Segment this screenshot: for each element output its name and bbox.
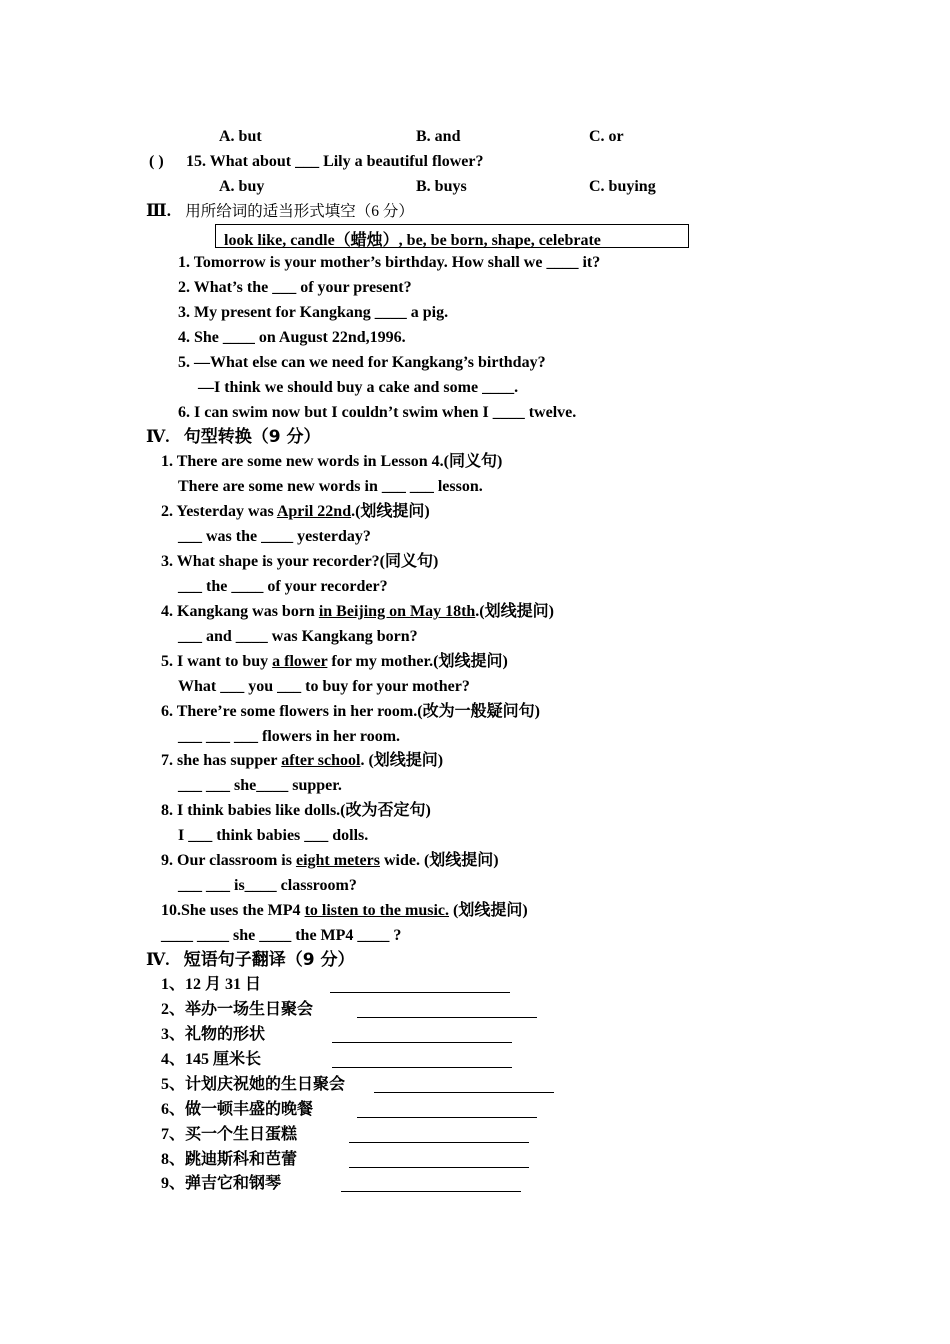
s4-a1: There are some new words in ___ ___ lesson. xyxy=(178,478,483,495)
s4-q8: 8. I think babies like dolls.(改为否定句) xyxy=(161,802,431,819)
s4-a10: ____ ____ she ____ the MP4 ____ ? xyxy=(161,927,402,944)
section5-heading xyxy=(146,950,355,970)
s4-q6: 6. There’re some flowers in her room.(改为一般疑问句) xyxy=(161,703,540,720)
section3-roman: Ⅲ. xyxy=(146,201,171,220)
s5-item-7: 7、买一个生日蛋糕 xyxy=(161,1126,298,1143)
section3-heading xyxy=(146,201,414,222)
q14-option-b: B. and xyxy=(416,128,461,145)
s4-a9: ___ ___ is____ classroom? xyxy=(178,877,357,894)
q15-answer-paren: ( ) xyxy=(149,153,164,170)
s5-item-1: 1、12 月 31 日 xyxy=(161,976,262,993)
s4-a7: ___ ___ she____ supper. xyxy=(178,777,342,794)
s4-a3: ___ the ____ of your recorder? xyxy=(178,578,388,595)
s4-q4: 4. Kangkang was born in Beijing on May 18th.(划线提问) xyxy=(161,603,554,620)
s5-item-2: 2、举办一场生日聚会 xyxy=(161,1001,314,1018)
s3-item-6: 6. I can swim now but I couldn’t swim when I ____ twelve. xyxy=(178,404,577,421)
s4-q10: 10.She uses the MP4 to listen to the music. (划线提问) xyxy=(161,902,528,919)
section5-title: 短语句子翻译（9 分） xyxy=(183,950,355,970)
q14-option-a: A. but xyxy=(219,128,262,145)
underlined-phrase: after school xyxy=(281,752,361,769)
section4-title: 句型转换（9 分） xyxy=(183,427,321,447)
section4-heading xyxy=(146,427,321,447)
s5-item-3: 3、礼物的形状 xyxy=(161,1026,266,1043)
s4-a5: What ___ you ___ to buy for your mother? xyxy=(178,678,470,695)
s5-item-4: 4、145 厘米长 xyxy=(161,1051,262,1068)
q15-option-c: C. buying xyxy=(589,178,656,195)
answer-line xyxy=(349,1167,529,1168)
underlined-phrase: a flower xyxy=(272,653,328,670)
s4-q9: 9. Our classroom is eight meters wide. (划线提问) xyxy=(161,852,499,869)
s5-item-9: 9、弹吉它和钢琴 xyxy=(161,1175,282,1192)
section3-title: 用所给词的适当形式填空（6 分） xyxy=(185,203,414,220)
q14-option-c: C. or xyxy=(589,128,624,145)
answer-line xyxy=(330,992,510,993)
section5-roman: Ⅳ. xyxy=(146,950,170,969)
underlined-phrase: April 22nd xyxy=(276,503,352,520)
answer-line xyxy=(374,1092,554,1093)
s4-a6: ___ ___ ___ flowers in her room. xyxy=(178,728,401,745)
word-box xyxy=(215,224,689,248)
s4-q2: 2. Yesterday was April 22nd.(划线提问) xyxy=(161,503,430,520)
s4-q7: 7. she has supper after school. (划线提问) xyxy=(161,752,444,769)
word-box-text: look like, candle（蜡烛）, be, be born, shape, celebrate xyxy=(224,232,601,249)
q15-question: 15. What about ___ Lily a beautiful flower? xyxy=(186,153,484,170)
answer-line xyxy=(332,1042,512,1043)
s4-q3: 3. What shape is your recorder?(同义句) xyxy=(161,553,439,570)
underlined-phrase: eight meters xyxy=(295,852,380,869)
s3-item-5: 5. —What else can we need for Kangkang’s birthday? xyxy=(178,354,546,371)
s3-item-3: 3. My present for Kangkang ____ a pig. xyxy=(178,304,449,321)
answer-line xyxy=(357,1017,537,1018)
s4-a2: ___ was the ____ yesterday? xyxy=(178,528,371,545)
s3-item-5-reply: —I think we should buy a cake and some ____. xyxy=(198,379,519,396)
answer-line xyxy=(349,1142,529,1143)
s5-item-6: 6、做一顿丰盛的晚餐 xyxy=(161,1101,314,1118)
q15-option-a: A. buy xyxy=(219,178,265,195)
q15-option-b: B. buys xyxy=(416,178,467,195)
s5-item-5: 5、计划庆祝她的生日聚会 xyxy=(161,1076,346,1093)
s5-item-8: 8、跳迪斯科和芭蕾 xyxy=(161,1151,298,1168)
answer-line xyxy=(357,1117,537,1118)
s4-a8: I ___ think babies ___ dolls. xyxy=(178,827,369,844)
s4-a4: ___ and ____ was Kangkang born? xyxy=(178,628,418,645)
s3-item-1: 1. Tomorrow is your mother’s birthday. How shall we ____ it? xyxy=(178,254,601,271)
underlined-phrase: to listen to the music. xyxy=(304,902,449,919)
answer-line xyxy=(341,1191,521,1192)
s3-item-2: 2. What’s the ___ of your present? xyxy=(178,279,412,296)
answer-line xyxy=(332,1067,512,1068)
s3-item-4: 4. She ____ on August 22nd,1996. xyxy=(178,329,406,346)
s4-q1: 1. There are some new words in Lesson 4.(同义句) xyxy=(161,453,503,470)
s4-q5: 5. I want to buy a flower for my mother.(划线提问) xyxy=(161,653,508,670)
underlined-phrase: in Beijing on May 18th xyxy=(318,603,476,620)
section4-roman: Ⅳ. xyxy=(146,427,170,446)
